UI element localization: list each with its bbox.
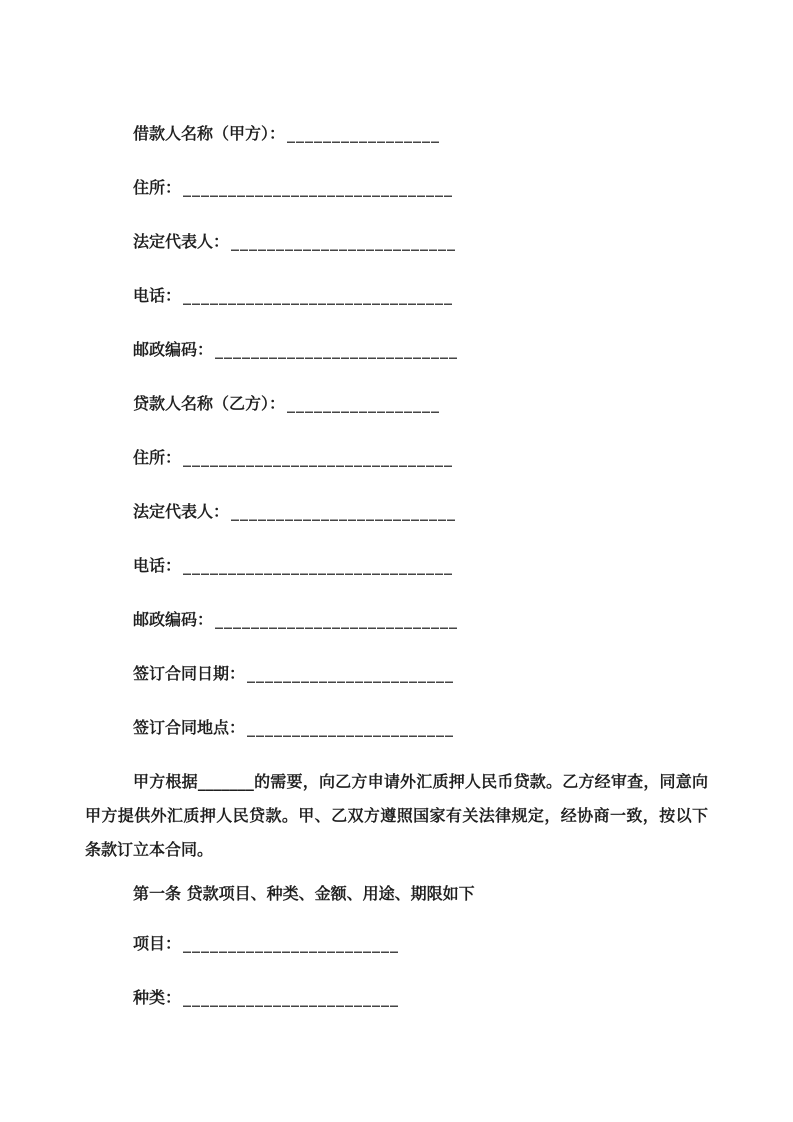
field-loan-type: [85, 981, 708, 1015]
field-label: 邮政编码：: [133, 340, 214, 359]
field-label: 邮政编码：: [133, 610, 214, 629]
field-lender-legal-representative: [85, 495, 708, 529]
field-label: 种类：: [133, 988, 182, 1007]
field-blank-line: _________________________: [231, 502, 457, 521]
field-blank-line: _________________________: [231, 232, 457, 251]
field-blank-line: ______________________________: [183, 448, 454, 467]
field-blank-line: ______________________________: [183, 286, 454, 305]
field-blank-line: _________________: [287, 124, 441, 143]
field-blank-line: ______________________________: [183, 556, 454, 575]
field-label: 电话：: [133, 556, 182, 575]
field-label: 法定代表人：: [133, 232, 230, 251]
field-loan-project: [85, 927, 708, 961]
field-lender-name: [85, 387, 708, 421]
field-borrower-phone: [85, 279, 708, 313]
field-blank-line: ________________________: [183, 988, 400, 1007]
field-borrower-address: [85, 171, 708, 205]
field-borrower-name: [85, 117, 708, 151]
field-lender-phone: [85, 549, 708, 583]
field-blank-line: ______________________________: [183, 178, 454, 197]
field-blank-line: _______________________: [247, 718, 455, 737]
field-contract-sign-place: [85, 711, 708, 745]
field-blank-line: ___________________________: [215, 610, 459, 629]
field-blank-line: _______________________: [247, 664, 455, 683]
field-lender-postcode: [85, 603, 708, 637]
field-label: 贷款人名称（乙方）：: [133, 394, 286, 413]
field-lender-address: [85, 441, 708, 475]
field-blank-line: ________________________: [183, 934, 400, 953]
contract-intro-paragraph: 甲方根据_______的需要，向乙方申请外汇质押人民币贷款。乙方经审查，同意向甲方提供外汇质押人民贷款。甲、乙双方遵照国家有关法律规定，经协商一致，按以下条款订立本合同。: [85, 772, 708, 859]
field-label: 电话：: [133, 286, 182, 305]
field-label: 法定代表人：: [133, 502, 230, 521]
field-blank-line: _________________: [287, 394, 441, 413]
field-borrower-legal-representative: [85, 225, 708, 259]
field-label: 借款人名称（甲方）：: [133, 124, 286, 143]
field-label: 项目：: [133, 934, 182, 953]
article-1-heading: 第一条 贷款项目、种类、金额、用途、期限如下: [133, 884, 475, 903]
field-borrower-postcode: [85, 333, 708, 367]
field-contract-sign-date: [85, 657, 708, 691]
field-label: 住所：: [133, 178, 182, 197]
field-label: 签订合同日期：: [133, 664, 246, 683]
field-blank-line: ___________________________: [215, 340, 459, 359]
field-label: 住所：: [133, 448, 182, 467]
field-label: 签订合同地点：: [133, 718, 246, 737]
